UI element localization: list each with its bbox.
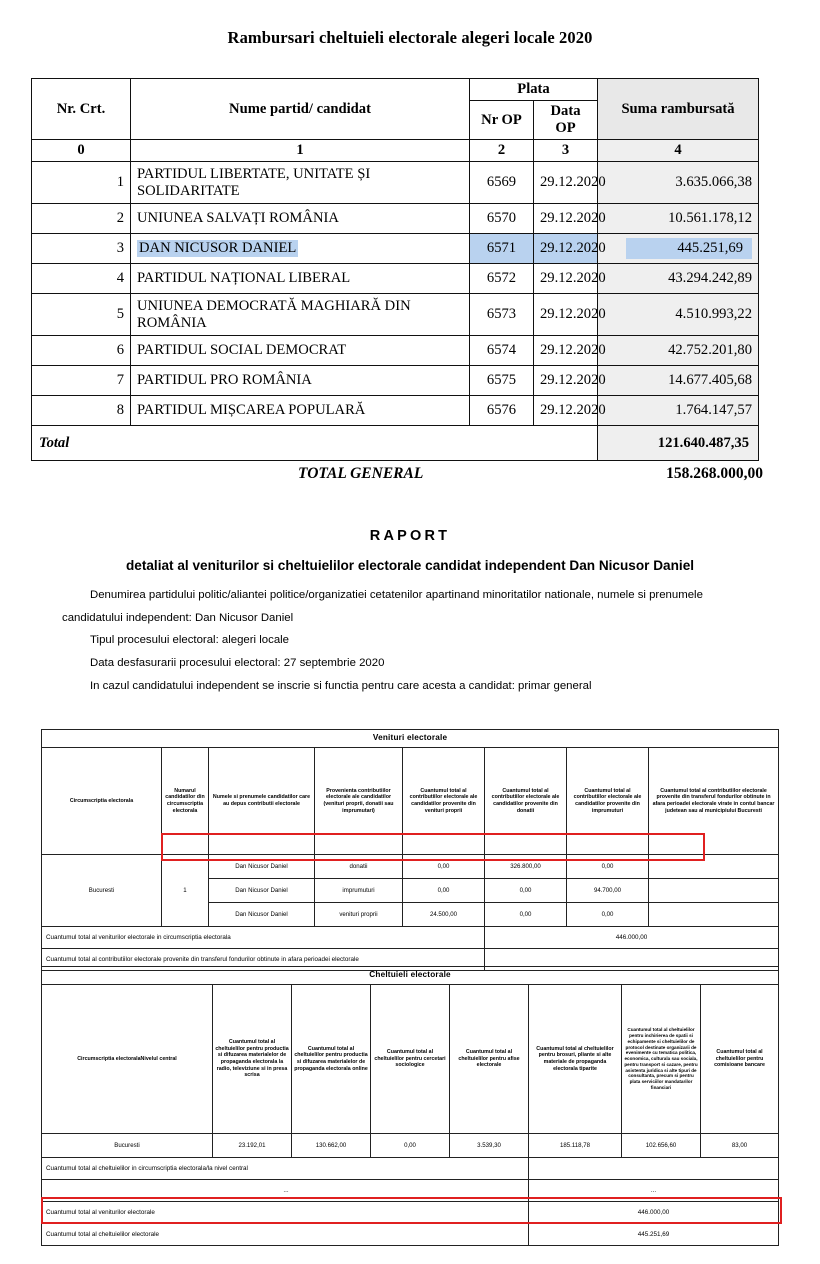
cheltuieli-footer-label: ... xyxy=(42,1180,529,1202)
venituri-footer-value: 446.000,00 xyxy=(485,927,779,949)
row-nr: 5 xyxy=(32,294,131,336)
cheltuieli-footer-value: ... xyxy=(529,1180,779,1202)
cheltuieli-footer-value: 445.251,69 xyxy=(529,1224,779,1246)
total-value: 121.640.487,35 xyxy=(598,426,759,461)
venituri-venituri-proprii: 0,00 xyxy=(403,855,485,879)
venituri-venituri-proprii: 24.500,00 xyxy=(403,903,485,927)
venituri-header-circumscriptia: Circumscriptia electorala xyxy=(42,748,162,855)
venituri-band-label: Venituri electorale xyxy=(42,730,779,748)
total-general xyxy=(0,465,820,485)
cheltuieli-tiparite: 185.118,78 xyxy=(529,1134,622,1158)
venituri-header-imprumuturi: Cuantumul total al contributiilor electorale ale candidatilor provenite din imprumuturi xyxy=(567,748,649,855)
row-op: 6574 xyxy=(470,336,534,366)
venituri-donatii: 0,00 xyxy=(485,879,567,903)
venituri-header-row xyxy=(42,748,779,855)
page-title: Rambursari cheltuieli electorale alegeri locale 2020 xyxy=(227,28,593,47)
raport-line: candidatului independent: Dan Nicusor Daniel xyxy=(62,611,294,624)
row-nr: 1 xyxy=(32,162,131,204)
row-data: 29.12.2020 xyxy=(534,234,598,264)
row-op: 6575 xyxy=(470,366,534,396)
total-general-label: TOTAL GENERAL xyxy=(298,465,424,482)
selected-amount: 445.251,69 xyxy=(626,238,752,259)
row-nume: PARTIDUL SOCIAL DEMOCRAT xyxy=(131,336,470,366)
row-op: 6571 xyxy=(470,234,534,264)
col-index-2: 2 xyxy=(470,140,534,162)
row-op: 6570 xyxy=(470,204,534,234)
row-nr: 2 xyxy=(32,204,131,234)
row-nume: PARTIDUL PRO ROMÂNIA xyxy=(131,366,470,396)
row-suma: 4.510.993,22 xyxy=(598,294,759,336)
venituri-transfer xyxy=(649,855,779,879)
row-data: 29.12.2020 xyxy=(534,336,598,366)
row-data: 29.12.2020 xyxy=(534,162,598,204)
row-suma: 3.635.066,38 xyxy=(598,162,759,204)
row-nr: 4 xyxy=(32,264,131,294)
row-nume: PARTIDUL NAȚIONAL LIBERAL xyxy=(131,264,470,294)
header-data-op: Data OP xyxy=(534,101,598,140)
header-nr-op: Nr OP xyxy=(470,101,534,140)
reimbursement-table xyxy=(31,78,759,461)
cheltuieli-footer-label: Cuantumul total al veniturilor electorale xyxy=(42,1202,529,1224)
row-nr: 8 xyxy=(32,396,131,426)
cheltuieli-header-comisioane: Cuantumul total al cheltuielilor pentru comisioane bancare xyxy=(701,985,779,1134)
row-nr: 7 xyxy=(32,366,131,396)
col-index-4: 4 xyxy=(598,140,759,162)
venituri-circumscriptia: Bucuresti xyxy=(42,855,162,927)
venituri-nume: Dan Nicusor Daniel xyxy=(209,855,315,879)
row-suma: 14.677.405,68 xyxy=(598,366,759,396)
cheltuieli-row xyxy=(42,1134,779,1158)
header-nr-crt: Nr. Crt. xyxy=(32,79,131,140)
raport-line: Denumirea partidului politic/aliantei politice/organizatiei cetatenilor apartinand minoritatilor nationale, numele si prenumele xyxy=(90,589,703,601)
table-header-row xyxy=(32,79,759,101)
cheltuieli-afise: 3.539,30 xyxy=(450,1134,529,1158)
table-row xyxy=(32,162,759,204)
row-data: 29.12.2020 xyxy=(534,264,598,294)
venituri-provenienta: venituri proprii xyxy=(315,903,403,927)
venituri-header-venituri-proprii: Cuantumul total al contributiilor electorale ale candidatilor provenite din venituri proprii xyxy=(403,748,485,855)
cheltuieli-header-sociologice: Cuantumul total al cheltuielilor pentru cercetari sociologice xyxy=(371,985,450,1134)
venituri-venituri-proprii: 0,00 xyxy=(403,879,485,903)
row-op: 6569 xyxy=(470,162,534,204)
raport-body xyxy=(62,589,762,702)
venituri-footer-label: Cuantumul total al veniturilor electorale in circumscriptia electorala xyxy=(42,927,485,949)
row-op: 6572 xyxy=(470,264,534,294)
row-nr: 6 xyxy=(32,336,131,366)
row-suma: 42.752.201,80 xyxy=(598,336,759,366)
cheltuieli-sociologice: 0,00 xyxy=(371,1134,450,1158)
col-index-1: 1 xyxy=(131,140,470,162)
cheltuieli-footer-row-total xyxy=(42,1224,779,1246)
cheltuieli-inchiriere-protocol: 102.656,60 xyxy=(622,1134,701,1158)
row-suma: 1.764.147,57 xyxy=(598,396,759,426)
total-general-value: 158.268.000,00 xyxy=(666,465,763,482)
raport-subtitle: detaliat al veniturilor si cheltuielilor electorale candidat independent Dan Nicusor Daniel xyxy=(125,558,695,573)
cheltuieli-band-label: Cheltuieli electorale xyxy=(42,967,779,985)
venituri-imprumuturi: 0,00 xyxy=(567,855,649,879)
table-row xyxy=(32,366,759,396)
venituri-footer-label: Cuantumul total al contributiilor electorale provenite din transferul fondurilor obtinute in afara perioadei electorale xyxy=(42,949,485,971)
header-nume-partid: Nume partid/ candidat xyxy=(131,79,470,140)
cheltuieli-footer-label: Cuantumul total al cheltuielilor in circumscriptia electorala/la nivel central xyxy=(42,1158,529,1180)
total-label: Total xyxy=(32,426,598,461)
row-data: 29.12.2020 xyxy=(534,396,598,426)
row-data: 29.12.2020 xyxy=(534,204,598,234)
row-suma xyxy=(598,234,759,264)
table-row-selected[interactable] xyxy=(32,234,759,264)
row-suma: 43.294.242,89 xyxy=(598,264,759,294)
row-nume: UNIUNEA DEMOCRATĂ MAGHIARĂ DIN ROMÂNIA xyxy=(131,294,470,336)
cheltuieli-radio-tv-presa: 23.192,01 xyxy=(213,1134,292,1158)
venituri-transfer xyxy=(649,879,779,903)
venituri-header-provenienta: Provenienta contributiilor electorale ale candidatilor (venituri proprii, donatii sau imprumutari) xyxy=(315,748,403,855)
cheltuieli-footer-label: Cuantumul total al cheltuielilor electorale xyxy=(42,1224,529,1246)
cheltuieli-electorale-table xyxy=(41,966,779,1246)
venituri-electorale-table xyxy=(41,729,779,971)
venituri-header-numar-candidati: Numarul candidatilor din circumscriptia electorala xyxy=(162,748,209,855)
cheltuieli-header-row xyxy=(42,985,779,1134)
raport-title: RAPORT xyxy=(369,528,451,544)
cheltuieli-footer-row xyxy=(42,1202,779,1224)
row-suma: 10.561.178,12 xyxy=(598,204,759,234)
cheltuieli-online: 130.662,00 xyxy=(292,1134,371,1158)
venituri-donatii: 0,00 xyxy=(485,903,567,927)
col-index-3: 3 xyxy=(534,140,598,162)
cheltuieli-footer-value: 446.000,00 xyxy=(529,1202,779,1224)
table-row xyxy=(32,264,759,294)
row-nume: PARTIDUL MIȘCAREA POPULARĂ xyxy=(131,396,470,426)
cheltuieli-header-tiparite: Cuantumul total al cheltuielilor pentru brosuri, pliante si alte materiale de propaganda electorala tiparite xyxy=(529,985,622,1134)
venituri-footer-row xyxy=(42,927,779,949)
table-row xyxy=(32,396,759,426)
cheltuieli-header-circumscriptia: Circumscriptia electoralaNivelul central xyxy=(42,985,213,1134)
venituri-imprumuturi: 0,00 xyxy=(567,903,649,927)
venituri-provenienta: imprumuturi xyxy=(315,879,403,903)
venituri-header-donatii: Cuantumul total al contributiilor electorale ale candidatilor provenite din donatii xyxy=(485,748,567,855)
row-data: 29.12.2020 xyxy=(534,294,598,336)
col-index-0: 0 xyxy=(32,140,131,162)
venituri-band-row xyxy=(42,730,779,748)
venituri-transfer xyxy=(649,903,779,927)
venituri-imprumuturi: 94.700,00 xyxy=(567,879,649,903)
row-nr: 3 xyxy=(32,234,131,264)
row-nume: PARTIDUL LIBERTATE, UNITATE ȘI SOLIDARITATE xyxy=(131,162,470,204)
venituri-nume: Dan Nicusor Daniel xyxy=(209,903,315,927)
cheltuieli-footer-row xyxy=(42,1180,779,1202)
cheltuieli-band-row xyxy=(42,967,779,985)
selected-text: DAN NICUSOR DANIEL xyxy=(139,240,297,257)
venituri-header-transfer: Cuantumul total al contributiilor electorale provenite din transferul fondurilor obtinute in afara perioadei electorale virate in contul bancar judetean sau al municipiului Bucuresti xyxy=(649,748,779,855)
row-op: 6576 xyxy=(470,396,534,426)
row-nume[interactable] xyxy=(131,234,470,264)
venituri-header-nume-candidati: Numele si prenumele candidatilor care au depus contributii electorale xyxy=(209,748,315,855)
table-row xyxy=(32,204,759,234)
row-op: 6573 xyxy=(470,294,534,336)
row-data: 29.12.2020 xyxy=(534,366,598,396)
cheltuieli-header-online: Cuantumul total al cheltuielilor pentru productia si difuzarea materialelor de propaganda electorala online xyxy=(292,985,371,1134)
table-total-row xyxy=(32,426,759,461)
venituri-row xyxy=(42,855,779,879)
raport-line: Data desfasurarii procesului electoral: 27 septembrie 2020 xyxy=(90,657,385,670)
venituri-nume: Dan Nicusor Daniel xyxy=(209,879,315,903)
raport-line: Tipul procesului electoral: alegeri locale xyxy=(90,634,290,647)
cheltuieli-circumscriptia: Bucuresti xyxy=(42,1134,213,1158)
venituri-provenienta: donatii xyxy=(315,855,403,879)
cheltuieli-footer-row xyxy=(42,1158,779,1180)
cheltuieli-header-inchiriere-protocol: Cuantumul total al cheltuielilor pentru inchirierea de spatii si echipamente si cheltuielilor de protocol destinate organizarii de evenimente cu tematica politica, economica, culturala sau sociala, pentru transport si cazare, pentru asistenta juridica si alte tipuri de consultanta, precum si pentru plata serviciilor mandatarilor financiari xyxy=(622,985,701,1134)
cheltuieli-header-afise: Cuantumul total al cheltuielilor pentru afise electorale xyxy=(450,985,529,1134)
venituri-numar-candidati: 1 xyxy=(162,855,209,927)
venituri-donatii: 326.800,00 xyxy=(485,855,567,879)
raport-line: In cazul candidatului independent se inscrie si functia pentru care acesta a candidat: primar general xyxy=(90,679,592,692)
cheltuieli-footer-value xyxy=(529,1158,779,1180)
column-index-row xyxy=(32,140,759,162)
table-row xyxy=(32,336,759,366)
cheltuieli-comisioane: 83,00 xyxy=(701,1134,779,1158)
header-plata: Plata xyxy=(470,79,598,101)
table-row xyxy=(32,294,759,336)
header-suma-rambursata: Suma rambursată xyxy=(598,79,759,140)
row-nume: UNIUNEA SALVAȚI ROMÂNIA xyxy=(131,204,470,234)
cheltuieli-header-radio-tv-presa: Cuantumul total al cheltuielilor pentru productia si difuzarea materialelor de propaganda electorala la radio, televiziune si in presa scrisa xyxy=(213,985,292,1134)
